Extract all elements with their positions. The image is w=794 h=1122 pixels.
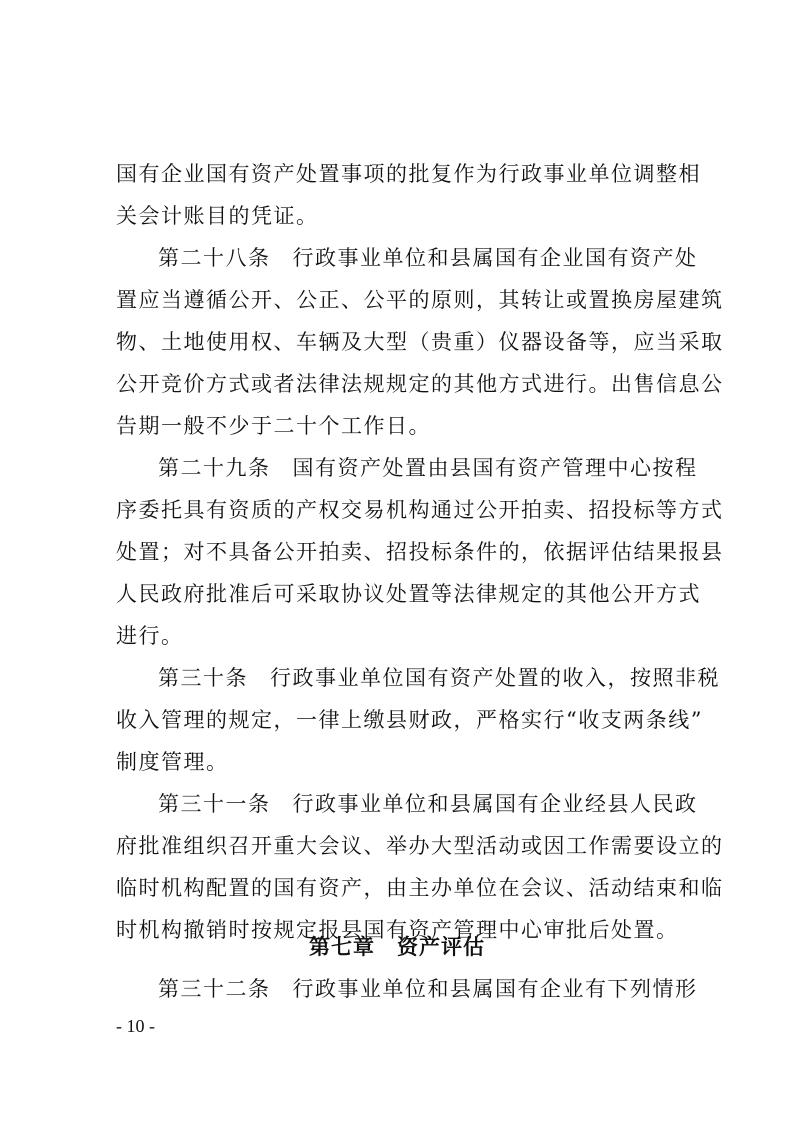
- article-label: 第三十二条: [158, 977, 271, 1001]
- article-31-first-line: [158, 790, 698, 818]
- body-line: 国有企业国有资产处置事项的批复作为行政事业单位调整相: [116, 162, 701, 186]
- body-line: 府批准组织召开重大会议、举办大型活动或因工作需要设立的: [116, 834, 724, 858]
- article-text: 行政事业单位和县属国有企业经县人民政: [292, 792, 698, 816]
- article-32-first-line: [158, 975, 698, 1003]
- body-line: 告期一般不少于二十个工作日。: [116, 414, 431, 438]
- article-text: 国有资产处置由县国有资产管理中心按程: [292, 456, 698, 480]
- body-line: 人民政府批准后可采取协议处置等法律规定的其他公开方式: [116, 582, 701, 606]
- page-number: - 10 -: [116, 1016, 155, 1036]
- article-label: 第三十一条: [158, 792, 271, 816]
- article-label: 第二十八条: [158, 246, 271, 270]
- article-label: 第三十条: [158, 666, 248, 690]
- article-28-first-line: [158, 244, 698, 272]
- body-line: 置应当遵循公开、公正、公平的原则，其转让或置换房屋建筑: [116, 288, 724, 312]
- article-text: 行政事业单位和县属国有企业有下列情形: [292, 977, 698, 1001]
- body-line: 收入管理的规定，一律上缴县财政，严格实行“收支两条线”: [116, 708, 703, 732]
- chapter-heading: [0, 933, 794, 961]
- body-line: 进行。: [116, 624, 184, 648]
- body-line: 关会计账目的凭证。: [116, 204, 319, 228]
- article-29-first-line: [158, 454, 698, 482]
- chapter-number: 第七章: [309, 935, 375, 959]
- body-line: 制度管理。: [116, 750, 229, 774]
- chapter-title: 资产评估: [397, 935, 485, 959]
- body-line: 处置；对不具备公开拍卖、招投标条件的，依据评估结果报县: [116, 540, 724, 564]
- body-line: 序委托具有资质的产权交易机构通过公开拍卖、招投标等方式: [116, 498, 724, 522]
- body-line: 公开竞价方式或者法律法规规定的其他方式进行。出售信息公: [116, 372, 724, 396]
- body-line: 物、土地使用权、车辆及大型（贵重）仪器设备等，应当采取: [116, 330, 724, 354]
- body-line: 临时机构配置的国有资产，由主办单位在会议、活动结束和临: [116, 876, 724, 900]
- article-label: 第二十九条: [158, 456, 271, 480]
- article-text: 行政事业单位国有资产处置的收入，按照非税: [270, 666, 720, 690]
- article-30-first-line: [158, 664, 720, 692]
- body-line: 时机构撤销时按规定报县国有资产管理中心审批后处置。: [116, 918, 679, 942]
- article-text: 行政事业单位和县属国有企业国有资产处: [292, 246, 698, 270]
